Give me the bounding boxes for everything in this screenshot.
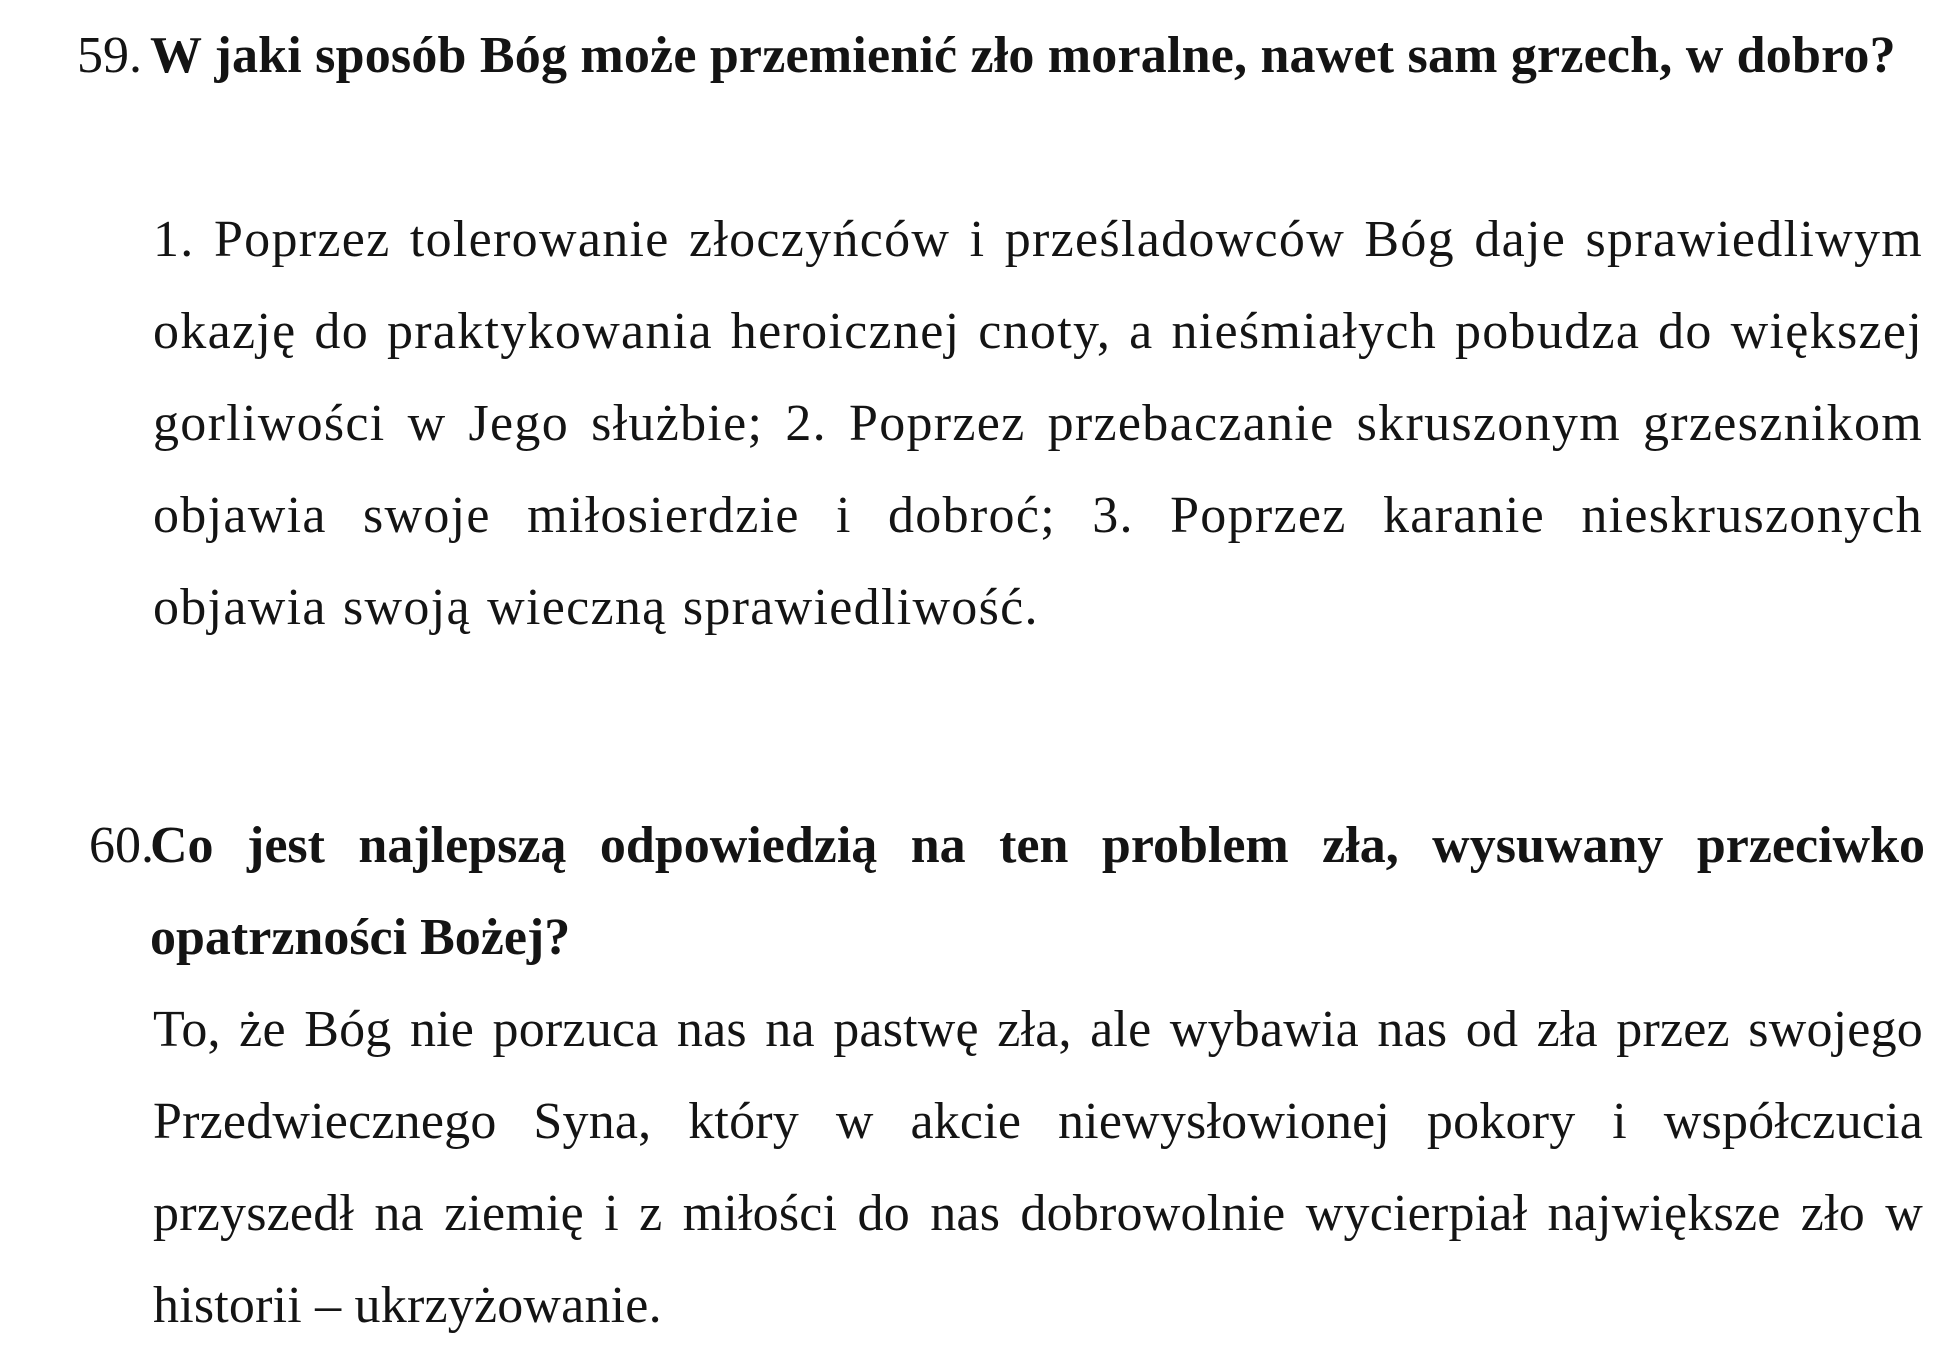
question-number: 60. bbox=[89, 817, 154, 874]
question-title: Co jest najlepszą odpowiedzią na ten problem zła, wysuwany przeciwko opatrzności Bożej? bbox=[150, 817, 1925, 966]
question-number: 59. bbox=[77, 27, 142, 84]
question-title: W jaki sposób Bóg może przemienić zło moralne, nawet sam grzech, w dobro? bbox=[150, 27, 1896, 84]
answer-text: To, że Bóg nie porzuca nas na pastwę zła, ale wybawia nas od zła przez swojego Przedwiecznego Syna, który w akcie niewysłowionej pokory i współczucia przyszedł na ziemię i z miłości do nas dobrowolnie wycierpiał największe zło w historii – ukrzyżowanie. bbox=[153, 1001, 1923, 1334]
answer-text: 1. Poprzez tolerowanie złoczyńców i prześladowców Bóg daje sprawiedliwym okazję do praktykowania heroicznej cnoty, a nieśmiałych pobudza do większej gorliwości w Jego służbie; 2. Poprzez przebaczanie skruszonym grzesznikom objawia swoje miłosierdzie i dobroć; 3. Poprzez karanie nieskruszonych objawia swoją wieczną sprawiedliwość. bbox=[153, 211, 1923, 636]
